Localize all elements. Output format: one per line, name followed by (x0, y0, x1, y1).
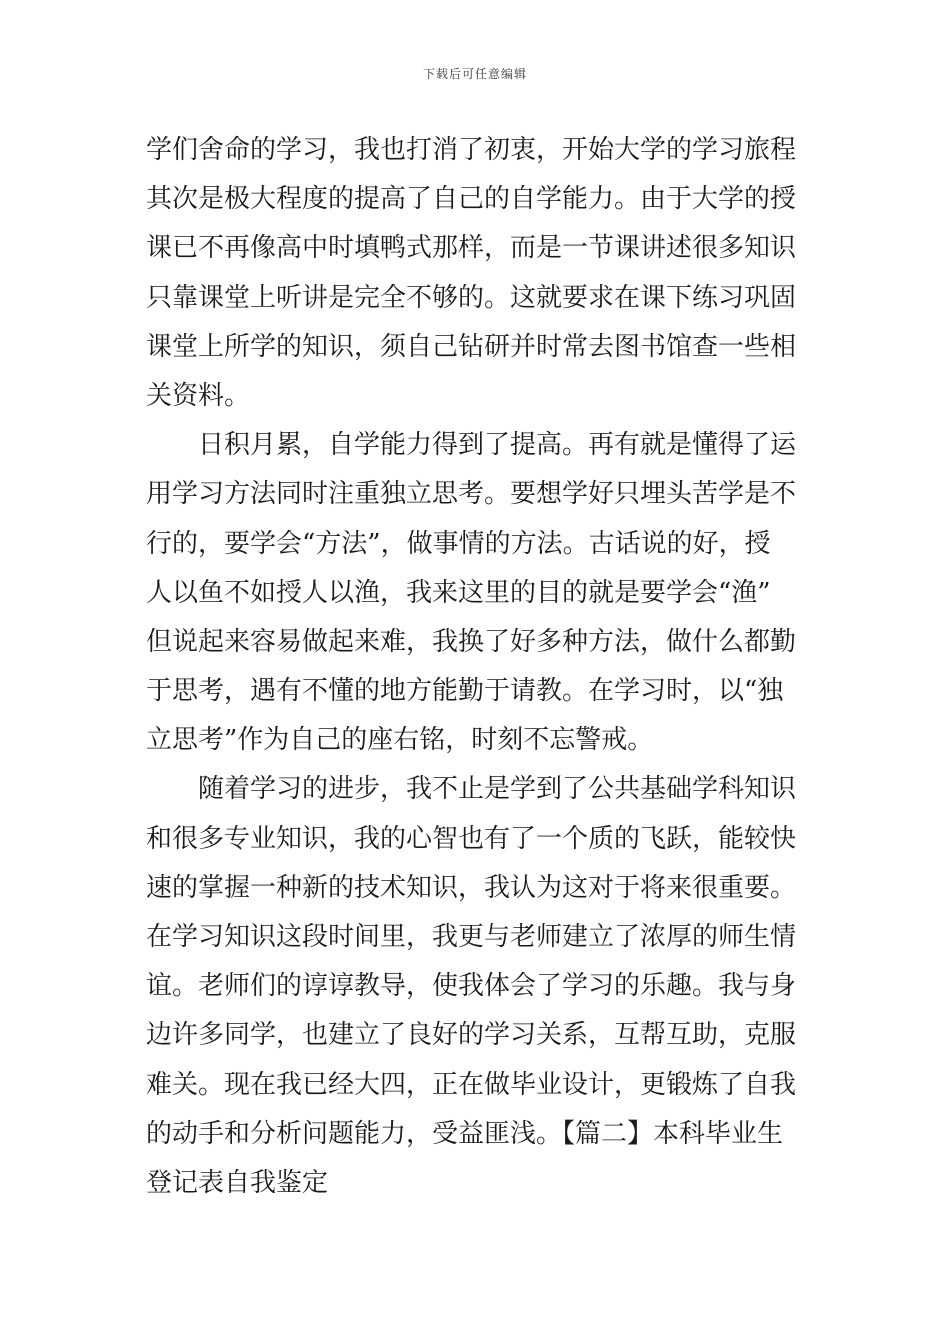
text-line: 的动手和分析问题能力，受益匪浅。【篇二】本科毕业生 (146, 1118, 784, 1149)
text-line: 学们舍命的学习，我也打消了初衷，开始大学的学习旅程 (146, 135, 797, 165)
text-line: 难关。现在我已经大四，正在做毕业设计，更锻炼了自我 (146, 1069, 797, 1100)
text-line: 立思考”作为自己的座右铭，时刻不忘警戒。 (146, 725, 654, 756)
text-line: 行的，要学会“方法”，做事情的方法。古话说的好，授 (146, 528, 771, 559)
text-line: 但说起来容易做起来难，我换了好多种方法，做什么都勤 (146, 626, 797, 657)
text-line: 谊。老师们的谆谆教导，使我体会了学习的乐趣。我与身 (146, 971, 797, 1002)
text-line: 用学习方法同时注重独立思考。要想学好只埋头苦学是不 (146, 479, 797, 510)
text-line: 其次是极大程度的提高了自己的自学能力。由于大学的授 (146, 184, 797, 215)
text-line: 关资料。 (146, 380, 251, 411)
text-line: 在学习知识这段时间里，我更与老师建立了浓厚的师生情 (146, 922, 797, 952)
document-body (146, 126, 806, 1208)
page-header: 下载后可任意编辑 (422, 67, 527, 81)
text-line: 课堂上所学的知识，须自己钻研并时常去图书馆查一些相 (146, 331, 797, 362)
text-line: 速的掌握一种新的技术知识，我认为这对于将来很重要。 (146, 872, 797, 903)
paragraph-start-line: 日积月累，自学能力得到了提高。再有就是懂得了运 (198, 430, 797, 461)
text-line: 和很多专业知识，我的心智也有了一个质的飞跃，能较快 (146, 823, 797, 854)
text-line: 边许多同学，也建立了良好的学习关系，互帮互助，克服 (146, 1020, 797, 1051)
text-line: 课已不再像高中时填鸭式那样，而是一节课讲述很多知识 (146, 233, 797, 264)
text-line: 人以鱼不如授人以渔，我来这里的目的就是要学会“渔” (146, 577, 771, 608)
paragraph-start-line: 随着学习的进步，我不止是学到了公共基础学科知识 (198, 774, 797, 805)
text-line: 于思考，遇有不懂的地方能勤于请教。在学习时，以“独 (146, 676, 784, 707)
text-line: 登记表自我鉴定 (146, 1167, 329, 1198)
text-line: 只靠课堂上听讲是完全不够的。这就要求在课下练习巩固 (146, 282, 797, 313)
